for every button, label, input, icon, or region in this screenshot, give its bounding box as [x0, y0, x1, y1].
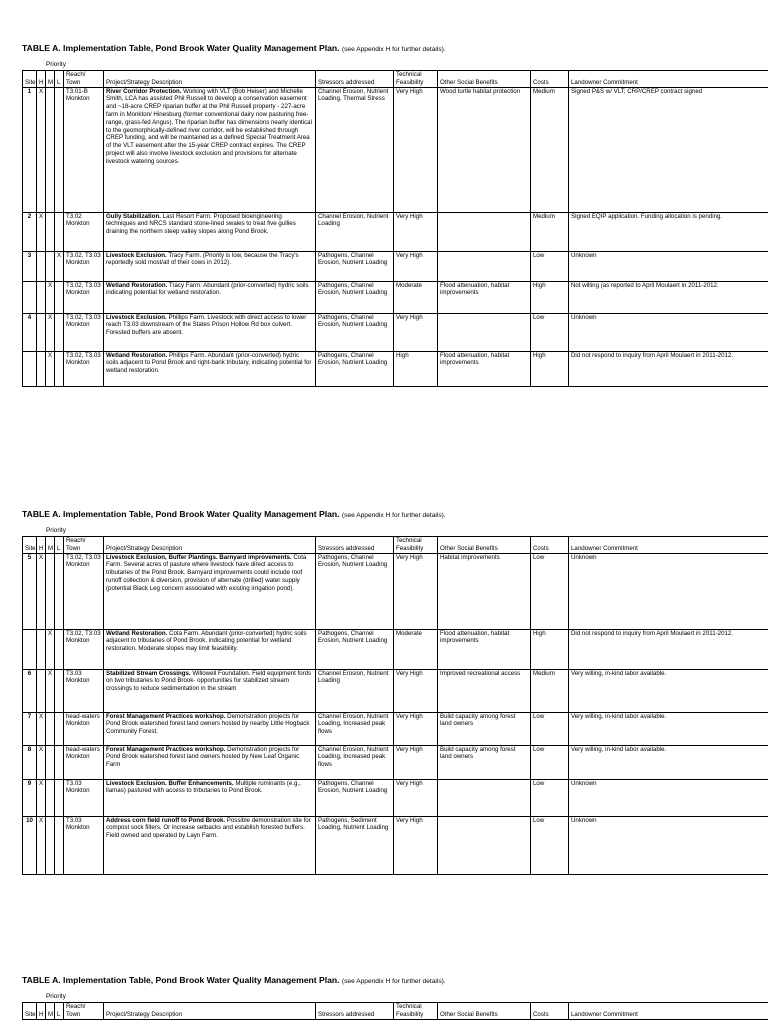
cost-cell: Low — [531, 779, 569, 816]
description-cell — [104, 745, 316, 779]
project-description: Tracy Farm. (Priority is low, because the Tracy's reportedly sold most/all of their cows in 2012). — [106, 251, 299, 267]
priority-high-mark: X — [37, 553, 46, 629]
header-reach: Reach/ — [64, 537, 104, 545]
reach-town-cell: T3.03 Monkton — [64, 779, 104, 816]
landowner-cell: Unknown — [569, 553, 768, 629]
header-feasibility: Feasibility — [394, 79, 438, 87]
header-row-bottom — [23, 79, 768, 87]
table-title: TABLE A. Implementation Table, Pond Brook Water Quality Management Plan. — [22, 509, 340, 519]
project-title: Livestock Exclusion. — [106, 251, 167, 259]
stressors-cell: Pathogens, Channel Erosion, Nutrient Loading — [316, 251, 394, 281]
priority-medium-mark: X — [46, 669, 55, 712]
feasibility-cell: Very High — [394, 669, 438, 712]
description-cell — [104, 87, 316, 212]
landowner-cell: Did not respond to inquiry from April Moulaert in 2011-2012. — [569, 629, 768, 669]
header-l: L — [55, 1011, 64, 1019]
description-cell — [104, 669, 316, 712]
project-description: Willowell Foundation. Field equipment fords on two tributaries to Pond Brook- opportunities for stabilized stream crossings to reduce sedimentation in the stream — [106, 669, 312, 693]
header-landowner: Landowner Commitment — [569, 79, 768, 87]
feasibility-cell: Very High — [394, 212, 438, 251]
implementation-table-1 — [22, 70, 768, 387]
header-row-top — [23, 71, 768, 79]
stressors-cell: Channel Erosion, Nutrient Loading, Thermal Stress — [316, 87, 394, 212]
table-row — [23, 629, 768, 669]
priority-high-mark: X — [37, 816, 46, 874]
priority-low-mark — [55, 779, 64, 816]
header-h: H — [37, 79, 46, 87]
implementation-table-2 — [22, 536, 768, 875]
table-row — [23, 816, 768, 874]
feasibility-cell: Very High — [394, 745, 438, 779]
landowner-cell: Signed P&S w/ VLT; CRP/CREP contract signed — [569, 87, 768, 212]
social-benefits-cell: Flood attenuation, habitat improvements — [438, 629, 531, 669]
description-cell — [104, 251, 316, 281]
landowner-cell: Unknown — [569, 313, 768, 351]
table-caption — [22, 975, 446, 985]
header-description: Project/Strategy Description — [104, 1011, 316, 1019]
site-number: 7 — [23, 712, 37, 745]
site-number — [23, 351, 37, 386]
project-description: Demonstration projects for Pond Brook watershed forest land owners hosted by nearby Little Hogback Community Forest. — [106, 712, 310, 736]
table-row — [23, 351, 768, 386]
header-tech: Technical — [394, 537, 438, 545]
header-l: L — [55, 545, 64, 553]
priority-high-mark: X — [37, 779, 46, 816]
project-description: Demonstration projects for Pond Brook watershed forest land owners hosted by New Leaf Organic Farm — [106, 745, 300, 769]
priority-low-mark: X — [55, 251, 64, 281]
feasibility-cell: Very High — [394, 553, 438, 629]
priority-medium-mark — [46, 553, 55, 629]
table-row — [23, 313, 768, 351]
site-number — [23, 629, 37, 669]
header-site: Site — [23, 1011, 37, 1019]
table-caption — [22, 43, 446, 53]
site-number: 1 — [23, 87, 37, 212]
project-description: Phillips Farm. Abundant (prior-converted) hydric soils adjacent to Pond Brook and right-bank tributary, indicating potential for wetland restoration. — [106, 351, 312, 375]
priority-medium-mark — [46, 87, 55, 212]
cost-cell: Low — [531, 712, 569, 745]
table-note: (see Appendix H for further details). — [341, 978, 446, 985]
header-tech: Technical — [394, 71, 438, 79]
reach-town-cell: T3.02, T3.03 Monkton — [64, 281, 104, 313]
site-number — [23, 281, 37, 313]
stressors-cell: Pathogens, Channel Erosion, Nutrient Loading — [316, 629, 394, 669]
cost-cell: Low — [531, 745, 569, 779]
header-town: Town — [64, 79, 104, 87]
priority-medium-mark: X — [46, 281, 55, 313]
landowner-cell: Very willing, in-kind labor available. — [569, 745, 768, 779]
feasibility-cell: Moderate — [394, 629, 438, 669]
project-description: Tracy Farm. Abundant (prior-converted) hydric soils indicating potential for wetland restoration. — [106, 281, 309, 297]
priority-high-mark — [37, 313, 46, 351]
social-benefits-cell: Wood turtle habitat protection — [438, 87, 531, 212]
header-row-bottom — [23, 545, 768, 553]
reach-town-cell: T3.03 Monkton — [64, 669, 104, 712]
header-landowner: Landowner Commitment — [569, 1011, 768, 1019]
project-description: Working with VLT (Bob Heiser) and Michelle Smith, LCA has assisted Phil Russell to develop a conservation easement and ~18-acre CREP riparian buffer at the Phil Russell property - 227-acre farm in Monkton/ Hinesburg (former conventional dairy now pasturing free-range, grass-fed Angus). The riparian buffer has dimensions nearly identical to the geomorphically-defined river corridor, will be established through CREP funding, and will be maintained as a defined Special Treatment Area of the VLT easement after the 15-year CREP contract expires. The CREP project will also involve livestock exclusion and provisions for alternate livestock watering sources. — [106, 87, 312, 165]
stressors-cell: Pathogens, Channel Erosion, Nutrient Loading — [316, 281, 394, 313]
site-number: 6 — [23, 669, 37, 712]
priority-low-mark — [55, 745, 64, 779]
reach-town-cell: T3.02, T3.03 Monkton — [64, 313, 104, 351]
reach-town-cell: T3.02, T3.03 Monkton — [64, 629, 104, 669]
site-number: 9 — [23, 779, 37, 816]
cost-cell: Medium — [531, 212, 569, 251]
social-benefits-cell — [438, 816, 531, 874]
header-row-bottom — [23, 1011, 768, 1019]
header-social: Other Social Benefits — [438, 1011, 531, 1019]
priority-low-mark — [55, 281, 64, 313]
priority-label: Priority — [46, 527, 66, 534]
header-m: M — [46, 545, 55, 553]
header-stressors: Stressors addressed — [316, 1011, 394, 1019]
project-title: Livestock Exclusion. — [106, 313, 167, 321]
reach-town-cell: T3.02, T3.03 Monkton — [64, 351, 104, 386]
cost-cell: Medium — [531, 669, 569, 712]
priority-low-mark — [55, 816, 64, 874]
description-cell — [104, 712, 316, 745]
priority-label: Priority — [46, 61, 66, 68]
header-h: H — [37, 1011, 46, 1019]
social-benefits-cell — [438, 251, 531, 281]
feasibility-cell: Very High — [394, 87, 438, 212]
landowner-cell: Unknown — [569, 779, 768, 816]
header-costs: Costs — [531, 1011, 569, 1019]
table-row — [23, 212, 768, 251]
cost-cell: Medium — [531, 87, 569, 212]
feasibility-cell: High — [394, 351, 438, 386]
feasibility-cell: Very High — [394, 712, 438, 745]
cost-cell: High — [531, 629, 569, 669]
priority-medium-mark — [46, 212, 55, 251]
stressors-cell: Pathogens, Channel Erosion, Nutrient Loading — [316, 313, 394, 351]
header-l: L — [55, 79, 64, 87]
project-description: Last Resort Farm. Proposed bioengineering techniques and NRCS standard stone-lined swales to treat five gullies draining the northern steep valley slopes along Pond Brook. — [106, 212, 296, 236]
priority-low-mark — [55, 212, 64, 251]
feasibility-cell: Very High — [394, 251, 438, 281]
project-description: Possible demonstration site for compost sock filters. Or increase setbacks and establish forested buffers. Field owned and operated by Layn Farm. — [106, 816, 311, 840]
header-reach: Reach/ — [64, 71, 104, 79]
project-title: Stabilized Stream Crossings. — [106, 669, 191, 677]
priority-high-mark: X — [37, 712, 46, 745]
priority-high-mark — [37, 281, 46, 313]
project-title: Wetland Restoration. — [106, 281, 168, 289]
priority-low-mark — [55, 712, 64, 745]
social-benefits-cell: Flood attenuation, habitat improvements — [438, 281, 531, 313]
description-cell — [104, 779, 316, 816]
table-row — [23, 251, 768, 281]
landowner-cell: Very willing, in-kind labor available. — [569, 669, 768, 712]
header-row-top — [23, 1003, 768, 1011]
table-row — [23, 281, 768, 313]
site-number: 5 — [23, 553, 37, 629]
header-social: Other Social Benefits — [438, 545, 531, 553]
landowner-cell: Very willing, in-kind labor available. — [569, 712, 768, 745]
priority-high-mark — [37, 251, 46, 281]
header-costs: Costs — [531, 79, 569, 87]
project-title: River Corridor Protection. — [106, 87, 182, 95]
header-feasibility: Feasibility — [394, 1011, 438, 1019]
social-benefits-cell: Flood attenuation, habitat improvements — [438, 351, 531, 386]
site-number: 3 — [23, 251, 37, 281]
landowner-cell: Unknown — [569, 816, 768, 874]
project-title: Wetland Restoration. — [106, 351, 168, 359]
project-title: Forest Management Practices workshop. — [106, 745, 226, 753]
header-landowner: Landowner Commitment — [569, 545, 768, 553]
priority-medium-mark — [46, 745, 55, 779]
description-cell — [104, 629, 316, 669]
stressors-cell: Pathogens, Channel Erosion, Nutrient Loading — [316, 351, 394, 386]
table-title: TABLE A. Implementation Table, Pond Brook Water Quality Management Plan. — [22, 975, 340, 985]
header-stressors: Stressors addressed — [316, 79, 394, 87]
table-row — [23, 553, 768, 629]
landowner-cell: Did not respond to inquiry from April Moulaert in 2011-2012. — [569, 351, 768, 386]
table-title: TABLE A. Implementation Table, Pond Brook Water Quality Management Plan. — [22, 43, 340, 53]
site-number: 4 — [23, 313, 37, 351]
priority-high-mark — [37, 629, 46, 669]
table-row — [23, 745, 768, 779]
implementation-table-3 — [22, 1002, 768, 1020]
social-benefits-cell: Build capacity among forest land owners — [438, 745, 531, 779]
project-title: Wetland Restoration. — [106, 629, 168, 637]
stressors-cell: Channel Erosion, Nutrient Loading, Increased peak flows — [316, 712, 394, 745]
priority-low-mark — [55, 313, 64, 351]
stressors-cell: Pathogens, Sediment Loading, Nutrient Loading — [316, 816, 394, 874]
priority-medium-mark: X — [46, 351, 55, 386]
priority-label: Priority — [46, 993, 66, 1000]
site-number: 2 — [23, 212, 37, 251]
project-title: Gully Stabilization. — [106, 212, 161, 220]
stressors-cell: Channel Erosion, Nutrient Loading — [316, 212, 394, 251]
cost-cell: Low — [531, 553, 569, 629]
header-tech: Technical — [394, 1003, 438, 1011]
priority-high-mark — [37, 351, 46, 386]
project-title: Forest Management Practices workshop. — [106, 712, 226, 720]
social-benefits-cell — [438, 779, 531, 816]
stressors-cell: Channel Erosion, Nutrient Loading — [316, 669, 394, 712]
cost-cell: Low — [531, 313, 569, 351]
table-row — [23, 669, 768, 712]
project-description: Cota Farm. Abundant (prior-converted) hydric soils adjacent to tributaries of Pond Brook, indicating potential for wetland restoration. Moderate slopes may limit feasibility. — [106, 629, 307, 653]
description-cell — [104, 553, 316, 629]
reach-town-cell: T3.02, T3.03 Monkton — [64, 553, 104, 629]
header-site: Site — [23, 545, 37, 553]
site-number: 8 — [23, 745, 37, 779]
priority-medium-mark: X — [46, 629, 55, 669]
project-title: Livestock Exclusion, Buffer Plantings. Barnyard improvements. — [106, 553, 292, 561]
priority-medium-mark — [46, 251, 55, 281]
social-benefits-cell — [438, 313, 531, 351]
cost-cell: Low — [531, 251, 569, 281]
header-stressors: Stressors addressed — [316, 545, 394, 553]
header-feasibility: Feasibility — [394, 545, 438, 553]
header-reach: Reach/ — [64, 1003, 104, 1011]
stressors-cell: Pathogens, Channel Erosion, Nutrient Loading — [316, 553, 394, 629]
priority-low-mark — [55, 553, 64, 629]
feasibility-cell: Very High — [394, 816, 438, 874]
header-town: Town — [64, 545, 104, 553]
reach-town-cell: T3.02, T3.03 Monkton — [64, 251, 104, 281]
social-benefits-cell: Improved recreational access — [438, 669, 531, 712]
priority-low-mark — [55, 87, 64, 212]
header-town: Town — [64, 1011, 104, 1019]
project-description: Multiple ruminants (e.g., llamas) pastured with access to tributaries to Pond Brook. — [106, 779, 301, 795]
description-cell — [104, 351, 316, 386]
table-caption — [22, 509, 446, 519]
project-description: Cota Farm. Several acres of pasture where livestock have direct access to tributaries of the Pond Brook. Barnyard improvements could include roof runoff collection & diversion, provision of alternate (drilled) water supply (potential Black Leg concern associated with existing irrigation pond). — [106, 553, 307, 592]
header-m: M — [46, 79, 55, 87]
priority-low-mark — [55, 629, 64, 669]
table-row — [23, 87, 768, 212]
feasibility-cell: Moderate — [394, 281, 438, 313]
social-benefits-cell: Habitat improvements — [438, 553, 531, 629]
site-number: 10 — [23, 816, 37, 874]
stressors-cell: Channel Erosion, Nutrient Loading, Increased peak flows — [316, 745, 394, 779]
cost-cell: High — [531, 351, 569, 386]
cost-cell: Low — [531, 816, 569, 874]
feasibility-cell: Very High — [394, 313, 438, 351]
cost-cell: High — [531, 281, 569, 313]
table-note: (see Appendix H for further details). — [341, 512, 446, 519]
table-note: (see Appendix H for further details). — [341, 46, 446, 53]
reach-town-cell: T3.02 Monkton — [64, 212, 104, 251]
landowner-cell: Signed EQIP application. Funding allocation is pending. — [569, 212, 768, 251]
header-row-top — [23, 537, 768, 545]
reach-town-cell: head-waters Monkton — [64, 712, 104, 745]
table-row — [23, 712, 768, 745]
priority-medium-mark — [46, 779, 55, 816]
priority-high-mark — [37, 669, 46, 712]
description-cell — [104, 281, 316, 313]
project-title: Address corn field runoff to Pond Brook. — [106, 816, 226, 824]
header-site: Site — [23, 79, 37, 87]
landowner-cell: Not willing (as reported to April Moulaert in 2011-2012. — [569, 281, 768, 313]
header-social: Other Social Benefits — [438, 79, 531, 87]
description-cell — [104, 313, 316, 351]
priority-low-mark — [55, 351, 64, 386]
header-m: M — [46, 1011, 55, 1019]
description-cell — [104, 212, 316, 251]
description-cell — [104, 816, 316, 874]
priority-medium-mark — [46, 816, 55, 874]
feasibility-cell: Very High — [394, 779, 438, 816]
project-description: Phillips Farm. Livestock with direct access to lower reach T3.03 downstream of the States Prison Hollow Rd box culvert. Forested buffers are absent. — [106, 313, 307, 337]
landowner-cell: Unknown — [569, 251, 768, 281]
reach-town-cell: T3.01-B Monkton — [64, 87, 104, 212]
project-title: Livestock Exclusion. Buffer Enhancements. — [106, 779, 234, 787]
priority-high-mark: X — [37, 87, 46, 212]
table-row — [23, 779, 768, 816]
social-benefits-cell: Build capacity among forest land owners — [438, 712, 531, 745]
priority-low-mark — [55, 669, 64, 712]
priority-high-mark: X — [37, 745, 46, 779]
priority-high-mark: X — [37, 212, 46, 251]
header-description: Project/Strategy Description — [104, 79, 316, 87]
header-h: H — [37, 545, 46, 553]
social-benefits-cell — [438, 212, 531, 251]
reach-town-cell: T3.03 Monkton — [64, 816, 104, 874]
priority-medium-mark — [46, 712, 55, 745]
reach-town-cell: head-waters Monkton — [64, 745, 104, 779]
stressors-cell: Pathogens, Channel Erosion, Nutrient Loading — [316, 779, 394, 816]
header-description: Project/Strategy Description — [104, 545, 316, 553]
header-costs: Costs — [531, 545, 569, 553]
priority-medium-mark: X — [46, 313, 55, 351]
